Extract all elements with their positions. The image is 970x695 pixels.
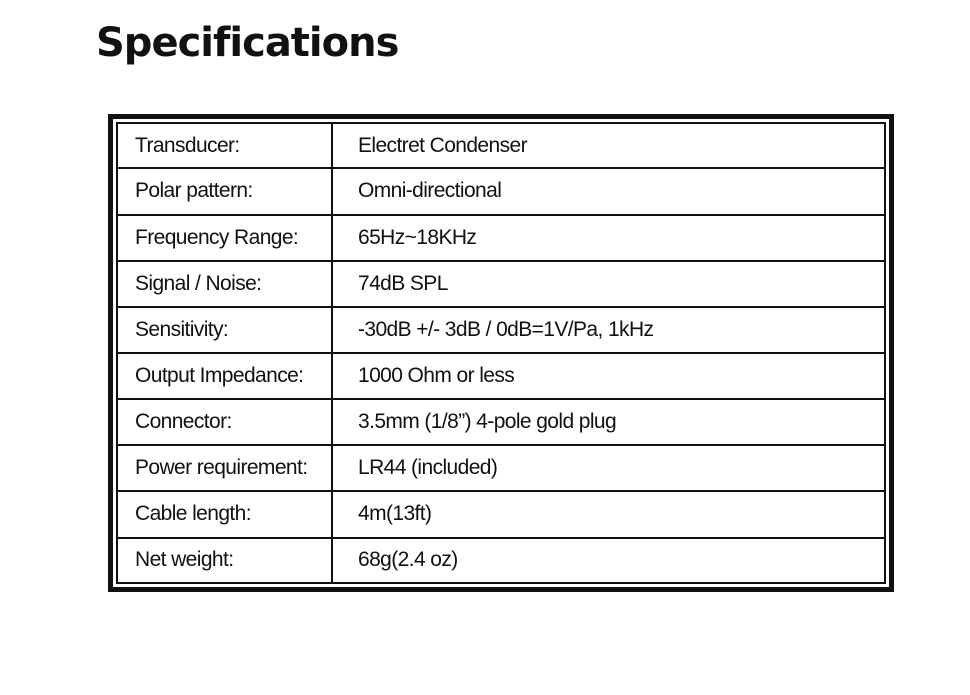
- spec-label: Connector:: [118, 399, 332, 445]
- spec-value: 1000 Ohm or less: [332, 353, 884, 399]
- spec-table-inner-border: [116, 122, 886, 584]
- spec-label: Polar pattern:: [118, 168, 332, 214]
- spec-table: [118, 124, 884, 582]
- spec-value: Omni-directional: [332, 168, 884, 214]
- spec-row-output-impedance: [118, 353, 884, 399]
- spec-row-cable-length: [118, 491, 884, 537]
- spec-label: Transducer:: [118, 124, 332, 168]
- page-title: Specifications: [96, 20, 399, 66]
- spec-row-polar-pattern: [118, 168, 884, 214]
- spec-value: 4m(13ft): [332, 491, 884, 537]
- spec-row-sensitivity: [118, 307, 884, 353]
- spec-value: LR44 (included): [332, 445, 884, 491]
- spec-row-frequency-range: [118, 215, 884, 261]
- spec-row-transducer: [118, 124, 884, 168]
- spec-value: 3.5mm (1/8”) 4-pole gold plug: [332, 399, 884, 445]
- spec-value: 74dB SPL: [332, 261, 884, 307]
- spec-row-net-weight: [118, 538, 884, 583]
- spec-value: 68g(2.4 oz): [358, 548, 458, 572]
- spec-row-signal-noise: [118, 261, 884, 307]
- spec-label: Frequency Range:: [118, 215, 332, 261]
- spec-table-frame: [108, 114, 894, 592]
- spec-value: 65Hz~18KHz: [332, 215, 884, 261]
- spec-label: Sensitivity:: [118, 307, 332, 353]
- spec-row-connector: [118, 399, 884, 445]
- spec-row-power-requirement: [118, 445, 884, 491]
- spec-label: Net weight:: [118, 538, 332, 583]
- spec-label: Output Impedance:: [118, 353, 332, 399]
- spec-value: Electret Condenser: [332, 124, 884, 168]
- spec-label: Signal / Noise:: [118, 261, 332, 307]
- spec-label: Cable length:: [118, 491, 332, 537]
- spec-label: Power requirement:: [118, 445, 332, 491]
- spec-value: -30dB +/- 3dB / 0dB=1V/Pa, 1kHz: [332, 307, 884, 353]
